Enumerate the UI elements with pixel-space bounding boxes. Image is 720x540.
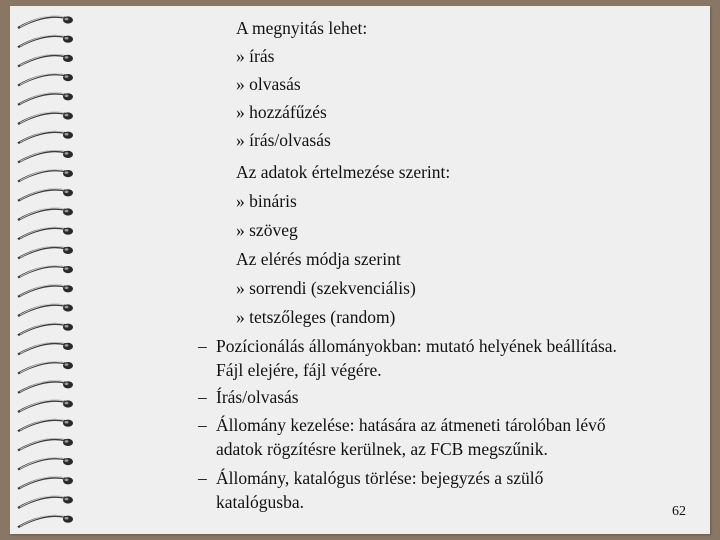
dash-item-text: katalógusba. <box>216 492 304 512</box>
dash-item-text: Fájl elejére, fájl végére. <box>216 360 382 380</box>
dash-bullet: – <box>198 336 207 356</box>
text-line: » sorrendi (szekvenciális) <box>236 278 416 298</box>
text-line: » olvasás <box>236 74 301 94</box>
dash-item-text: adatok rögzítésre kerülnek, az FCB megszűnik. <box>216 439 548 459</box>
text-line: Az elérés módja szerint <box>236 249 401 269</box>
page-number: 62 <box>672 504 686 519</box>
dash-bullet: – <box>198 468 207 488</box>
dash-item-text: Állomány kezelése: hatására az átmeneti tárolóban lévő <box>216 415 606 435</box>
dash-bullet: – <box>198 415 207 435</box>
dash-item-text: Pozícionálás állományokban: mutató helyének beállítása. <box>216 336 617 356</box>
text-line: » hozzáfűzés <box>236 102 327 122</box>
text-line: » írás/olvasás <box>236 130 331 150</box>
text-line: » bináris <box>236 191 297 211</box>
text-line: Az adatok értelmezése szerint: <box>236 162 451 182</box>
text-line: » szöveg <box>236 220 298 240</box>
dash-item-text: Írás/olvasás <box>216 387 299 407</box>
dash-bullet: – <box>198 387 207 407</box>
text-line: » írás <box>236 46 275 66</box>
dash-item-text: Állomány, katalógus törlése: bejegyzés a szülő <box>216 468 544 488</box>
text-line: A megnyitás lehet: <box>236 18 368 38</box>
text-line: » tetszőleges (random) <box>236 307 396 327</box>
